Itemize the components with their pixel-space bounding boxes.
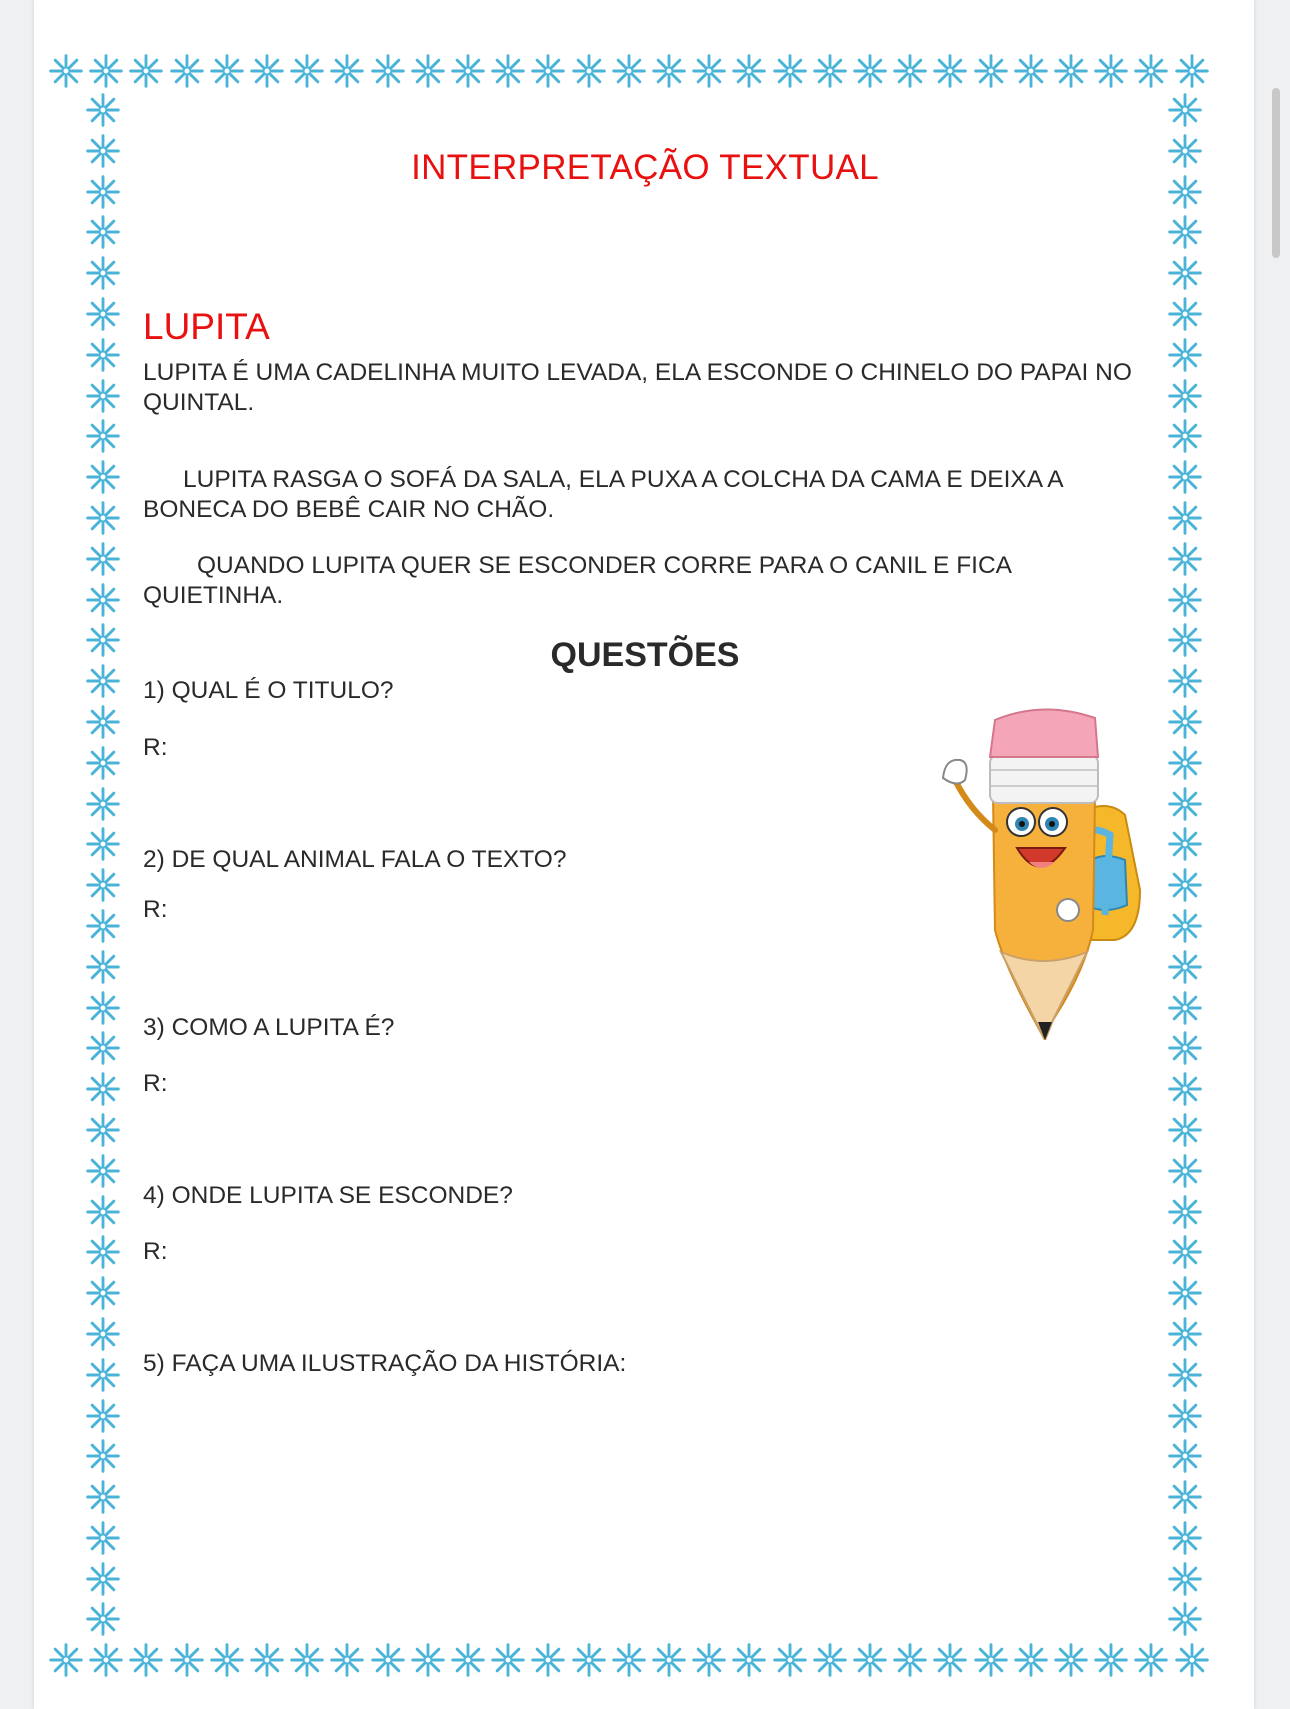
snowflake-ornament-icon <box>691 1642 727 1678</box>
snowflake-ornament-icon <box>892 53 928 89</box>
snowflake-ornament-icon <box>1167 867 1203 903</box>
snowflake-ornament-icon <box>651 1642 687 1678</box>
snowflake-ornament-icon <box>289 1642 325 1678</box>
snowflake-ornament-icon <box>1174 53 1210 89</box>
snowflake-ornament-icon <box>85 378 121 414</box>
snowflake-ornament-icon <box>329 1642 365 1678</box>
snowflake-ornament-icon <box>1167 1601 1203 1637</box>
snowflake-ornament-icon <box>1167 786 1203 822</box>
snowflake-ornament-icon <box>85 296 121 332</box>
snowflake-ornament-icon <box>852 1642 888 1678</box>
snowflake-ornament-icon <box>1167 1398 1203 1434</box>
snowflake-ornament-icon <box>812 53 848 89</box>
snowflake-ornament-icon <box>88 53 124 89</box>
snowflake-ornament-icon <box>85 1316 121 1352</box>
story-title: LUPITA <box>143 306 270 347</box>
snowflake-ornament-icon <box>772 53 808 89</box>
snowflake-ornament-icon <box>209 1642 245 1678</box>
snowflake-ornament-icon <box>85 92 121 128</box>
snowflake-ornament-icon <box>1167 1561 1203 1597</box>
snowflake-ornament-icon <box>85 1479 121 1515</box>
snowflake-ornament-icon <box>85 745 121 781</box>
snowflake-ornament-icon <box>1167 1479 1203 1515</box>
snowflake-ornament-icon <box>1053 1642 1089 1678</box>
snowflake-ornament-icon <box>85 1601 121 1637</box>
snowflake-ornament-icon <box>691 53 727 89</box>
decorative-border-bottom <box>48 1639 1210 1681</box>
snowflake-ornament-icon <box>85 1234 121 1270</box>
snowflake-ornament-icon <box>85 1398 121 1434</box>
snowflake-ornament-icon <box>1167 1520 1203 1556</box>
snowflake-ornament-icon <box>1167 418 1203 454</box>
snowflake-ornament-icon <box>85 582 121 618</box>
snowflake-ornament-icon <box>1174 1642 1210 1678</box>
pencil-mascot-icon <box>935 700 1157 1040</box>
snowflake-ornament-icon <box>1053 53 1089 89</box>
question-2: 2) DE QUAL ANIMAL FALA O TEXTO? <box>143 846 567 873</box>
snowflake-ornament-icon <box>48 53 84 89</box>
snowflake-ornament-icon <box>169 1642 205 1678</box>
snowflake-ornament-icon <box>85 337 121 373</box>
snowflake-ornament-icon <box>1013 53 1049 89</box>
snowflake-ornament-icon <box>85 1194 121 1230</box>
snowflake-ornament-icon <box>1167 704 1203 740</box>
snowflake-ornament-icon <box>1167 1153 1203 1189</box>
snowflake-ornament-icon <box>490 53 526 89</box>
scrollbar-thumb[interactable] <box>1272 88 1280 258</box>
story-paragraph-2: LUPITA RASGA O SOFÁ DA SALA, ELA PUXA A COLCHA DA CAMA E DEIXA A BONECA DO BEBÊ CAIR NO CHÃO. <box>143 466 1063 523</box>
snowflake-ornament-icon <box>1167 826 1203 862</box>
snowflake-ornament-icon <box>1133 1642 1169 1678</box>
snowflake-ornament-icon <box>410 53 446 89</box>
snowflake-ornament-icon <box>85 1357 121 1393</box>
decorative-border-left <box>82 92 124 1638</box>
snowflake-ornament-icon <box>85 949 121 985</box>
snowflake-ornament-icon <box>1093 1642 1129 1678</box>
snowflake-ornament-icon <box>85 255 121 291</box>
snowflake-ornament-icon <box>530 1642 566 1678</box>
snowflake-ornament-icon <box>85 704 121 740</box>
snowflake-ornament-icon <box>852 53 888 89</box>
snowflake-ornament-icon <box>128 53 164 89</box>
answer-label-4: R: <box>143 1238 168 1265</box>
story-paragraph-3: QUANDO LUPITA QUER SE ESCONDER CORRE PARA O CANIL E FICA QUIETINHA. <box>143 552 1011 609</box>
snowflake-ornament-icon <box>571 53 607 89</box>
snowflake-ornament-icon <box>209 53 245 89</box>
snowflake-ornament-icon <box>1167 1275 1203 1311</box>
snowflake-ornament-icon <box>1013 1642 1049 1678</box>
worksheet-title: INTERPRETAÇÃO TEXTUAL <box>411 148 879 187</box>
snowflake-ornament-icon <box>490 1642 526 1678</box>
snowflake-ornament-icon <box>772 1642 808 1678</box>
snowflake-ornament-icon <box>1167 745 1203 781</box>
snowflake-ornament-icon <box>1093 53 1129 89</box>
snowflake-ornament-icon <box>1167 255 1203 291</box>
story-paragraph-1: LUPITA É UMA CADELINHA MUITO LEVADA, ELA ESCONDE O CHINELO DO PAPAI NO QUINTAL. <box>143 359 1132 416</box>
snowflake-ornament-icon <box>611 53 647 89</box>
snowflake-ornament-icon <box>973 1642 1009 1678</box>
snowflake-ornament-icon <box>1167 1112 1203 1148</box>
snowflake-ornament-icon <box>85 908 121 944</box>
snowflake-ornament-icon <box>85 1275 121 1311</box>
snowflake-ornament-icon <box>85 1153 121 1189</box>
snowflake-ornament-icon <box>85 826 121 862</box>
snowflake-ornament-icon <box>88 1642 124 1678</box>
snowflake-ornament-icon <box>1167 1438 1203 1474</box>
answer-label-2: R: <box>143 896 168 923</box>
snowflake-ornament-icon <box>1167 541 1203 577</box>
snowflake-ornament-icon <box>1167 990 1203 1026</box>
snowflake-ornament-icon <box>85 1071 121 1107</box>
snowflake-ornament-icon <box>932 1642 968 1678</box>
question-1: 1) QUAL É O TITULO? <box>143 677 394 704</box>
snowflake-ornament-icon <box>85 1030 121 1066</box>
snowflake-ornament-icon <box>450 53 486 89</box>
snowflake-ornament-icon <box>1167 582 1203 618</box>
snowflake-ornament-icon <box>85 459 121 495</box>
answer-label-3: R: <box>143 1070 168 1097</box>
snowflake-ornament-icon <box>85 1112 121 1148</box>
snowflake-ornament-icon <box>932 53 968 89</box>
snowflake-ornament-icon <box>85 786 121 822</box>
snowflake-ornament-icon <box>85 867 121 903</box>
snowflake-ornament-icon <box>329 53 365 89</box>
snowflake-ornament-icon <box>249 1642 285 1678</box>
snowflake-ornament-icon <box>1167 908 1203 944</box>
snowflake-ornament-icon <box>812 1642 848 1678</box>
snowflake-ornament-icon <box>1167 296 1203 332</box>
snowflake-ornament-icon <box>1167 214 1203 250</box>
snowflake-ornament-icon <box>892 1642 928 1678</box>
snowflake-ornament-icon <box>1167 92 1203 128</box>
snowflake-ornament-icon <box>1167 1357 1203 1393</box>
snowflake-ornament-icon <box>1167 1194 1203 1230</box>
question-3: 3) COMO A LUPITA É? <box>143 1014 395 1041</box>
decorative-border-top <box>48 50 1210 92</box>
snowflake-ornament-icon <box>1167 337 1203 373</box>
snowflake-ornament-icon <box>973 53 1009 89</box>
snowflake-ornament-icon <box>1167 459 1203 495</box>
answer-label-1: R: <box>143 734 168 761</box>
snowflake-ornament-icon <box>1167 1071 1203 1107</box>
snowflake-ornament-icon <box>1167 378 1203 414</box>
snowflake-ornament-icon <box>85 990 121 1026</box>
snowflake-ornament-icon <box>1133 53 1169 89</box>
question-5: 5) FAÇA UMA ILUSTRAÇÃO DA HISTÓRIA: <box>143 1350 627 1377</box>
questions-heading: QUESTÕES <box>550 636 740 674</box>
snowflake-ornament-icon <box>85 1438 121 1474</box>
decorative-border-right <box>1164 92 1206 1638</box>
snowflake-ornament-icon <box>85 1520 121 1556</box>
snowflake-ornament-icon <box>370 1642 406 1678</box>
snowflake-ornament-icon <box>169 53 205 89</box>
snowflake-ornament-icon <box>85 418 121 454</box>
snowflake-ornament-icon <box>1167 1030 1203 1066</box>
snowflake-ornament-icon <box>48 1642 84 1678</box>
snowflake-ornament-icon <box>289 53 325 89</box>
snowflake-ornament-icon <box>571 1642 607 1678</box>
snowflake-ornament-icon <box>611 1642 647 1678</box>
snowflake-ornament-icon <box>731 1642 767 1678</box>
snowflake-ornament-icon <box>249 53 285 89</box>
snowflake-ornament-icon <box>128 1642 164 1678</box>
snowflake-ornament-icon <box>410 1642 446 1678</box>
snowflake-ornament-icon <box>85 1561 121 1597</box>
snowflake-ornament-icon <box>85 500 121 536</box>
snowflake-ornament-icon <box>85 214 121 250</box>
snowflake-ornament-icon <box>1167 949 1203 985</box>
snowflake-ornament-icon <box>1167 1316 1203 1352</box>
snowflake-ornament-icon <box>651 53 687 89</box>
snowflake-ornament-icon <box>530 53 566 89</box>
snowflake-ornament-icon <box>450 1642 486 1678</box>
question-4: 4) ONDE LUPITA SE ESCONDE? <box>143 1182 513 1209</box>
snowflake-ornament-icon <box>1167 500 1203 536</box>
snowflake-ornament-icon <box>1167 1234 1203 1270</box>
snowflake-ornament-icon <box>731 53 767 89</box>
snowflake-ornament-icon <box>370 53 406 89</box>
snowflake-ornament-icon <box>85 541 121 577</box>
